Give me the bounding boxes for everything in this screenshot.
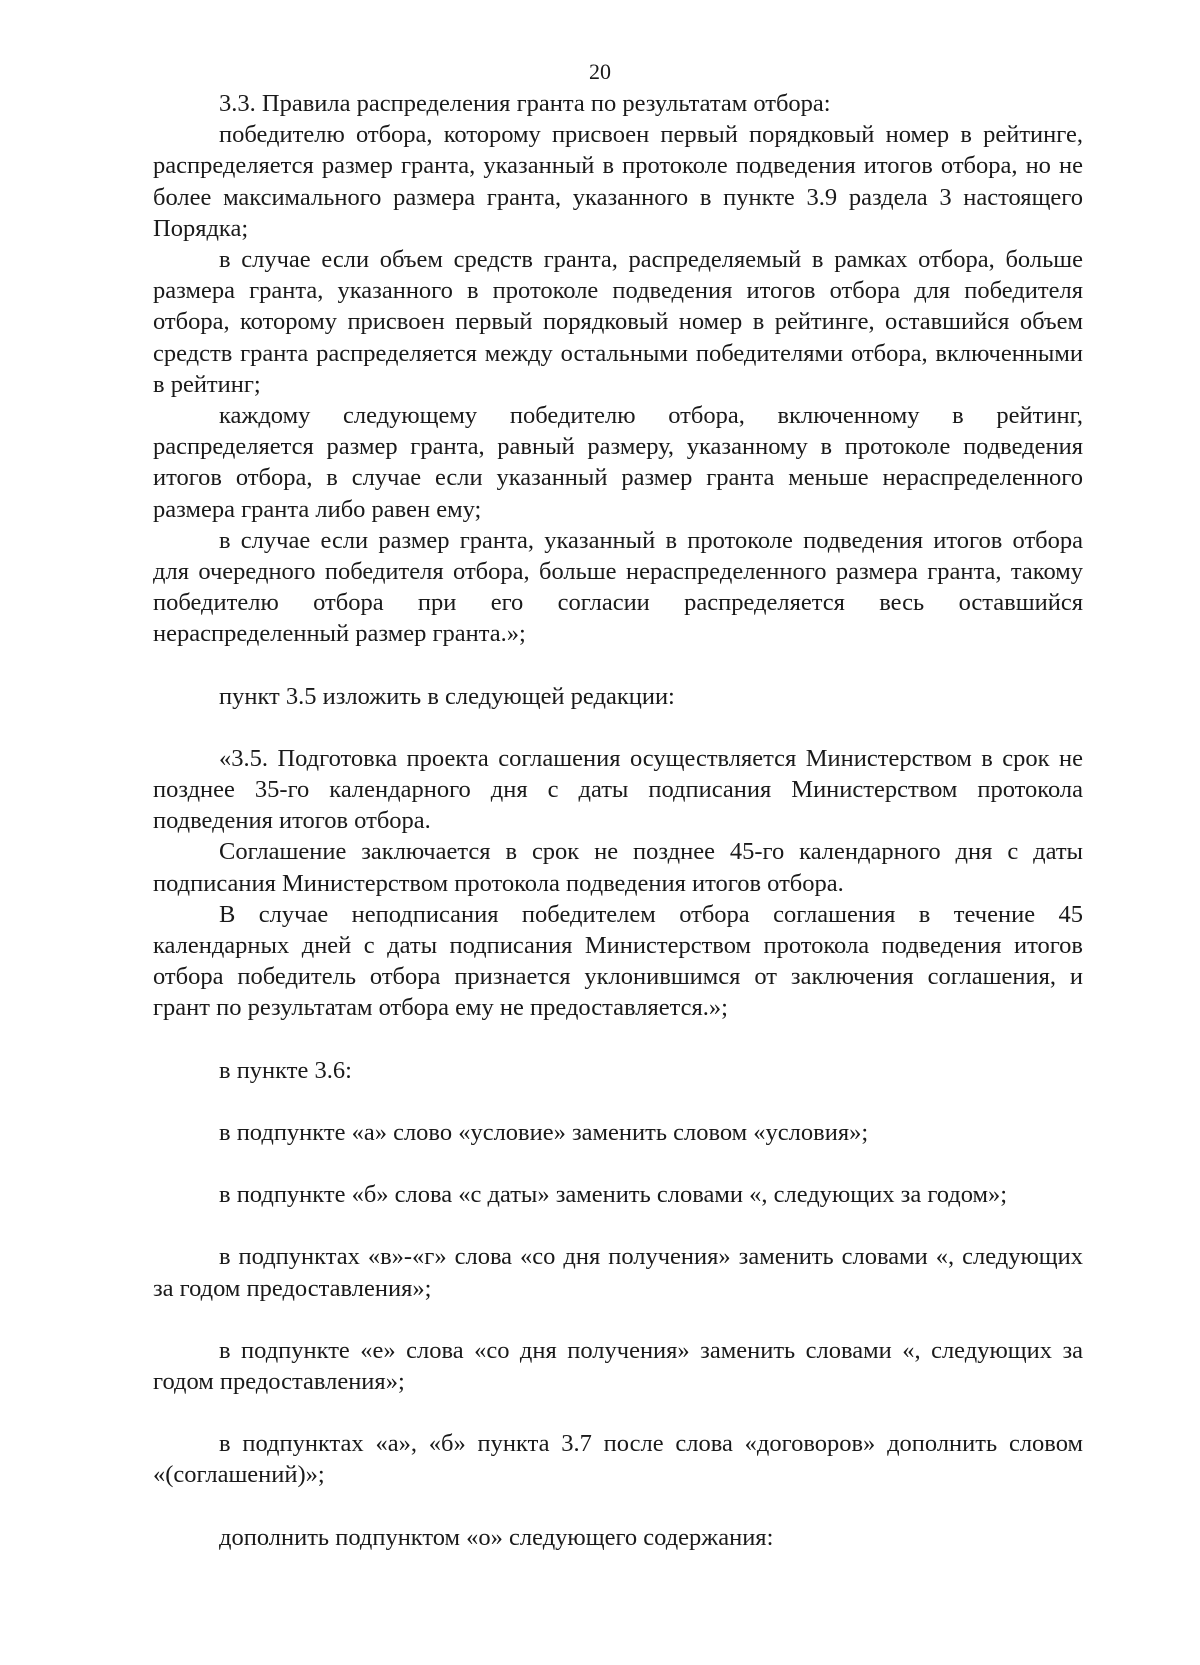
paragraph: победителю отбора, которому присвоен первый порядковый номер в рейтинге, распределяется размер гранта, указанный в протоколе подведения итогов отбора, но не более максимального размера гранта, указанного в пункте 3.9 раздела 3 настоящего Порядка; — [153, 121, 1083, 242]
paragraph: в подпункте «б» слова «с даты» заменить словами «, следующих за годом»; — [219, 1181, 1008, 1209]
paragraph: Соглашение заключается в срок не позднее 45-го календарного дня с даты подписания Министерством протокола подведения итогов отбора. — [153, 838, 1083, 897]
paragraph: дополнить подпунктом «о» следующего содержания: — [219, 1523, 774, 1551]
section-heading: 3.3. Правила распределения гранта по результатам отбора: — [219, 90, 831, 117]
paragraph: в случае если размер гранта, указанный в протоколе подведения итогов отбора для очередного победителя отбора, больше нераспределенного размера гранта, такому победителю отбора при его согласии распределяется весь оставшийся нераспределенный размер гранта.»; — [153, 526, 1083, 648]
paragraph: в пункте 3.6: — [219, 1056, 352, 1084]
paragraph: «3.5. Подготовка проекта соглашения осуществляется Министерством в срок не позднее 35-го календарного дня с даты подписания Министерством протокола подведения итогов отбора. — [153, 744, 1083, 835]
paragraph: пункт 3.5 изложить в следующей редакции: — [219, 682, 675, 710]
paragraph: в подпунктах «в»-«г» слова «со дня получения» заменить словами «, следующих за годом предоставления»; — [153, 1243, 1083, 1302]
paragraph: в подпункте «е» слова «со дня получения» заменить словами «, следующих за годом предоставления»; — [153, 1336, 1083, 1395]
paragraph: В случае неподписания победителем отбора соглашения в течение 45 календарных дней с даты подписания Министерством протокола подведения итогов отбора победитель отбора признается уклонившимся от заключения соглашения, и грант по результатам отбора ему не предоставляется.»; — [153, 900, 1083, 1022]
paragraph: каждому следующему победителю отбора, включенному в рейтинг, распределяется размер гранта, равный размеру, указанному в протоколе подведения итогов отбора, в случае если указанный размер гранта меньше нераспределенного размера гранта либо равен ему; — [153, 402, 1083, 523]
page-number: 20 — [589, 59, 611, 84]
paragraph: в подпунктах «а», «б» пункта 3.7 после слова «договоров» дополнить словом «(соглашений)»; — [153, 1430, 1083, 1489]
paragraph: в случае если объем средств гранта, распределяемый в рамках отбора, больше размера гранта, указанного в протоколе подведения итогов отбора для победителя отбора, которому присвоен первый порядковый номер в рейтинге, оставшийся объем средств гранта распределяется между остальными победителями отбора, включенными в рейтинг; — [153, 246, 1083, 398]
paragraph: в подпункте «а» слово «условие» заменить словом «условия»; — [219, 1118, 869, 1146]
document-body — [153, 88, 1083, 1553]
